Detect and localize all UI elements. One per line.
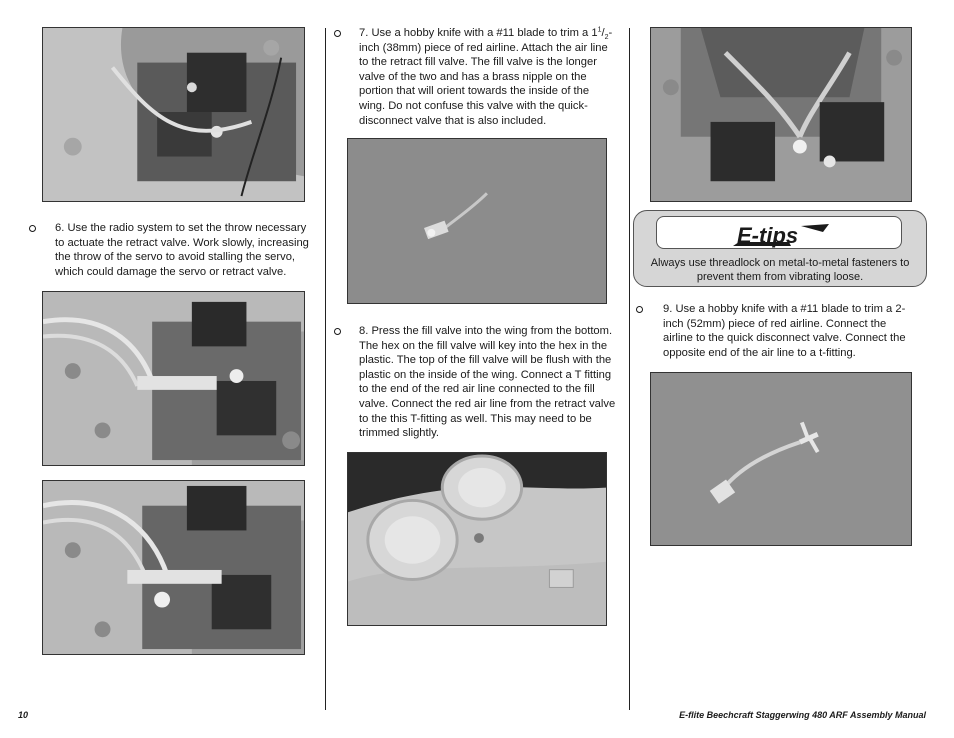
photo-retract-servo-top: [42, 27, 305, 202]
etips-callout: [633, 210, 927, 287]
step7-bullet: [334, 30, 341, 37]
step8-text: 8. Press the fill valve into the wing from the bottom. The hex on the fill valve will key into the hex in the plastic. The top of the fill valve will be flush with the plastic on the inside of the wing. Connect a T fitting to the end of the red air line connected to the fill valve. Connect the red air line from the retract valve to the this T-fitting as well. This may need to be trimmed slightly.: [359, 325, 616, 440]
column-divider-right: [629, 28, 630, 710]
footer-title: E-flite Beechcraft Staggerwing 480 ARF Assembly Manual: [679, 710, 926, 720]
step9-text: 9. Use a hobby knife with a #11 blade to trim a 2-inch (52mm) piece of red airline. Connect the airline to the quick disconnect valve. Connect the opposite end of the air line to a t-fitting.: [663, 303, 906, 359]
step6-text: 6. Use the radio system to set the throw necessary to actuate the retract valve. Work slowly, increasing the throw of the servo to avoid stalling the servo, which could damage the servo or retract valve.: [55, 222, 309, 278]
etips-text: Always use threadlock on metal-to-metal fasteners to prevent them from vibrating loose.: [650, 257, 910, 283]
etips-logo-frame: [656, 216, 902, 249]
photo-airlines-servo-1: [42, 291, 305, 466]
page-number: 10: [18, 710, 29, 720]
step7-text: 7. Use a hobby knife with a #11 blade to trim a $1^1/_2$-inch (38mm) piece of red airline. Attach the air line to the retract fill valve. The fill valve is the longer valve of the two and has a brass nipple on the portion that will orient towards the inside of the wing. Do not confuse this valve with the quick-disconnect valve that is also included.: [359, 26, 613, 127]
photo-airlines-servo-2: [42, 480, 305, 655]
photo-quick-disconnect-tfitting: [650, 372, 912, 546]
step6-bullet: [29, 225, 36, 232]
step9-bullet: [636, 306, 643, 313]
step8-bullet: [334, 328, 341, 335]
photo-servo-airlines-overview: [650, 27, 912, 202]
column-divider-left: [325, 28, 326, 710]
etips-logo: [731, 222, 831, 250]
svg-text:E-tips: E-tips: [737, 223, 799, 248]
photo-fill-valve-installed: [347, 452, 607, 626]
photo-fill-valve: [347, 138, 607, 304]
